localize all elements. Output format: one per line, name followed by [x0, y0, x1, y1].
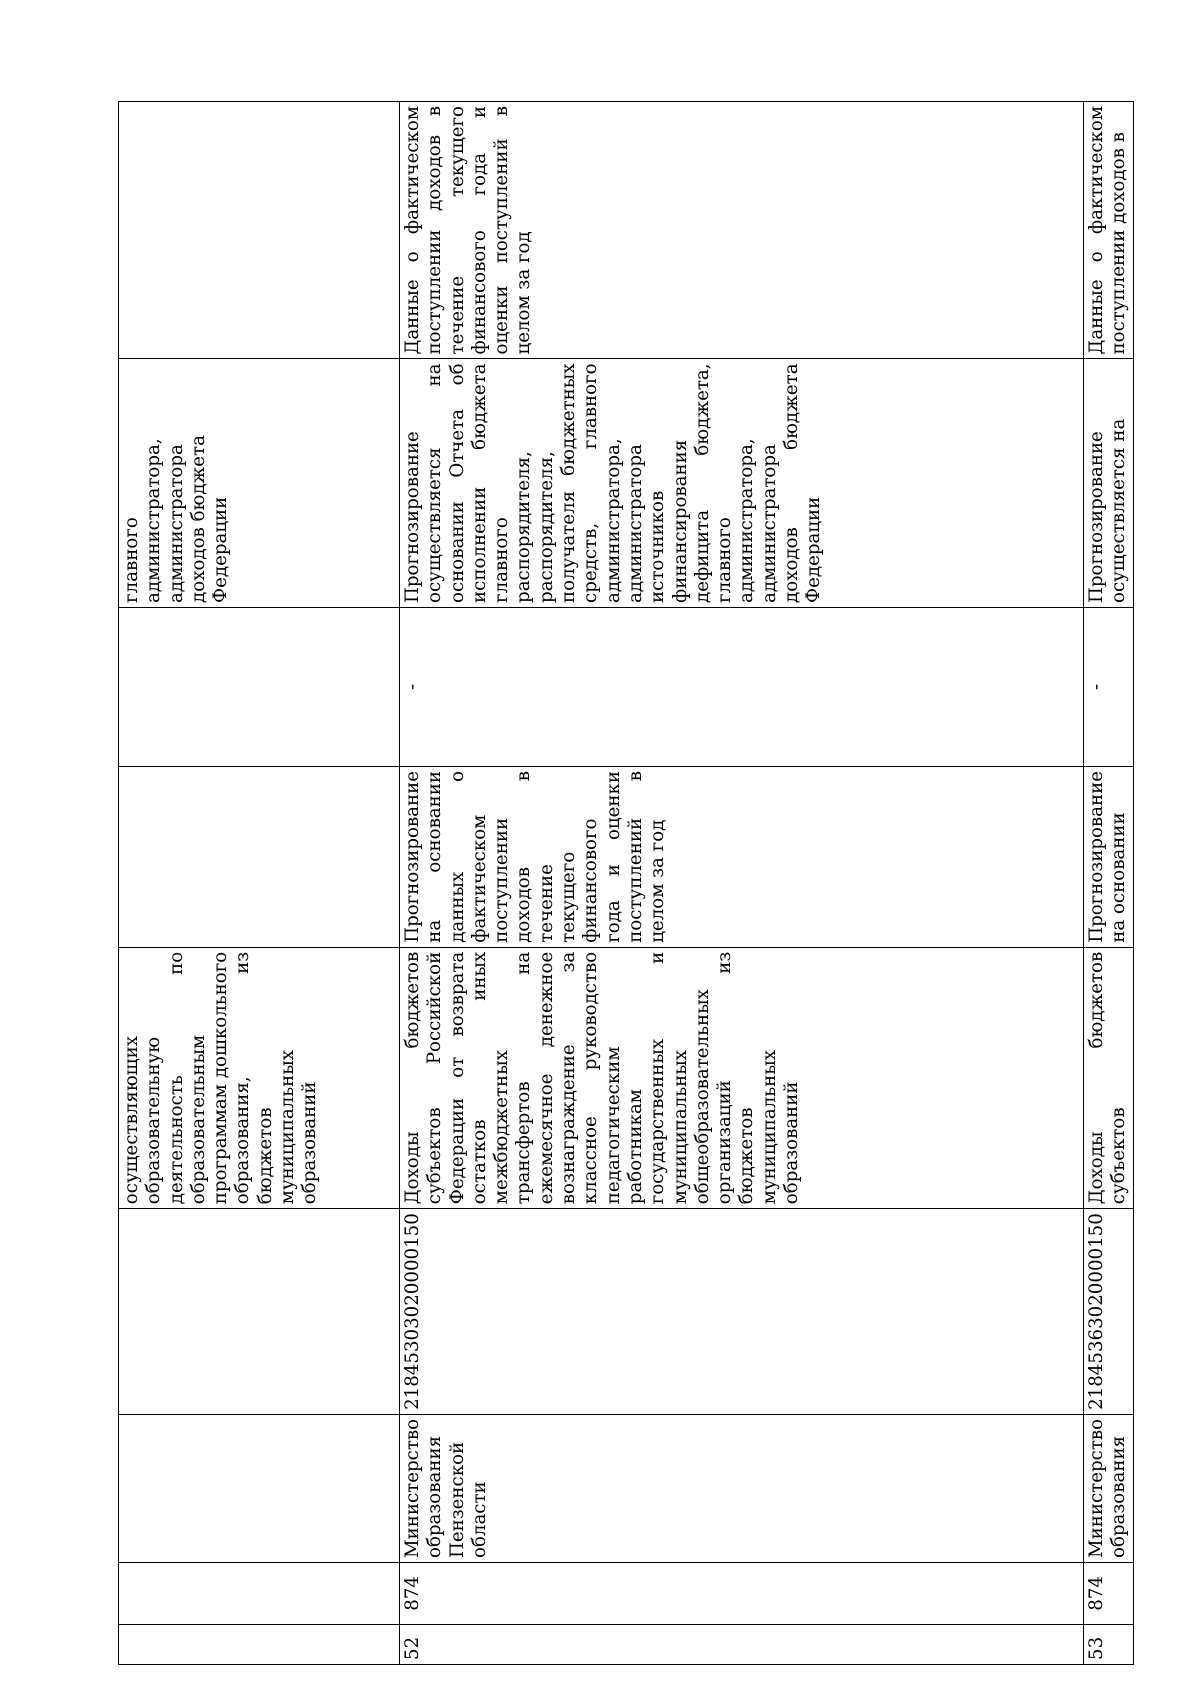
- cell-kbk: [119, 1209, 400, 1415]
- cell-kbk: 21845303020000150: [400, 1209, 1084, 1415]
- cell-data: Данные о фактическом поступлении доходов в: [1084, 102, 1134, 359]
- cell-coefficient: [119, 607, 400, 766]
- cell-admin-name: Министерство образования: [1084, 1414, 1134, 1562]
- cell-source: главного администратора, администратора доходов бюджета Федерации: [119, 359, 400, 607]
- cell-source: Прогнозирование осуществляется на: [1084, 359, 1134, 607]
- cell-method: [119, 766, 400, 947]
- cell-description: Доходы бюджетов субъектов Российской Федерации от возврата остатков иных межбюджетных трансфертов на ежемесячное денежное вознаграждение за классное руководство педагогическим работникам государственных и муниципальных общеобразовательных организаций из бюджетов муниципальных образований: [400, 947, 1084, 1208]
- table-row-52: [400, 102, 1084, 1665]
- table-row-continuation: [119, 102, 400, 1665]
- cell-admin-code: 874: [400, 1563, 1084, 1625]
- cell-data: [119, 102, 400, 359]
- rotated-page: [118, 101, 1130, 1665]
- cell-admin-code: [119, 1563, 400, 1625]
- cell-num: 53: [1084, 1624, 1134, 1664]
- table-row-53: [1084, 102, 1134, 1665]
- cell-num: 52: [400, 1624, 1084, 1664]
- cell-description: осуществляющих образовательную деятельность по образовательным программам дошкольного образования, из бюджетов муниципальных образований: [119, 947, 400, 1208]
- cell-source: Прогнозирование осуществляется на основании Отчета об исполнении бюджета главного распорядителя, распорядителя, получателя бюджетных средств, главного администратора, администратора источников финансирования дефицита бюджета, главного администратора, администратора доходов бюджета Федерации: [400, 359, 1084, 607]
- cell-data: Данные о фактическом поступлении доходов в течение текущего финансового года и оценки поступлений в целом за год: [400, 102, 1084, 359]
- cell-kbk: 21845363020000150: [1084, 1209, 1134, 1415]
- cell-admin-name: [119, 1414, 400, 1562]
- revenue-forecast-table: [118, 101, 1134, 1665]
- cell-method: Прогнозирование на основании данных о фактическом поступлении доходов в течение текущего финансового года и оценки поступлений в целом за год: [400, 766, 1084, 947]
- cell-num: [119, 1624, 400, 1664]
- cell-method: Прогнозирование на основании: [1084, 766, 1134, 947]
- cell-coefficient: -: [400, 607, 1084, 766]
- cell-description: Доходы бюджетов субъектов: [1084, 947, 1134, 1208]
- cell-admin-name: Министерство образования Пензенской области: [400, 1414, 1084, 1562]
- cell-admin-code: 874: [1084, 1563, 1134, 1625]
- cell-coefficient: -: [1084, 607, 1134, 766]
